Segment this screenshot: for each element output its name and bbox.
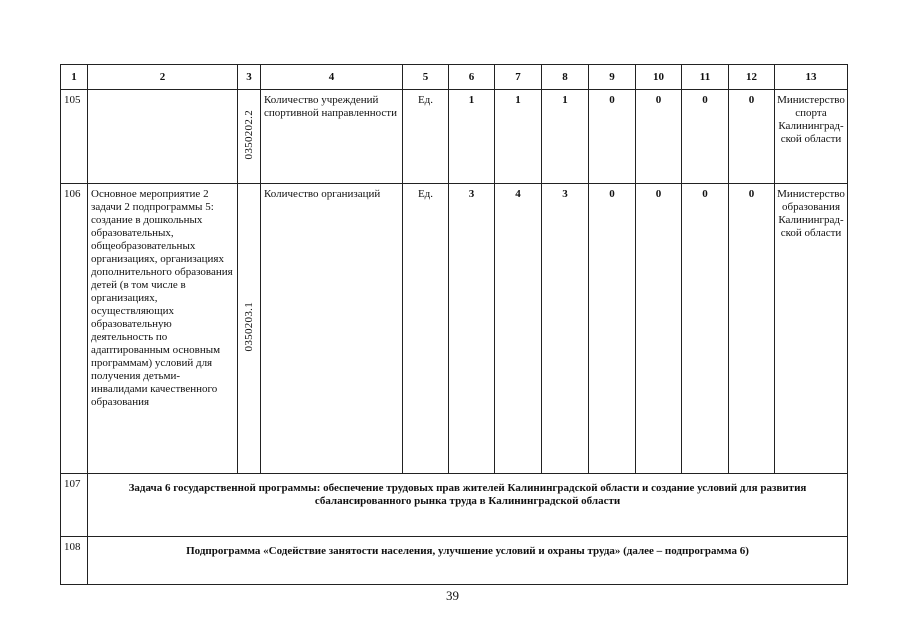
page-number: 39 [446, 588, 459, 603]
row-value: 0 [729, 90, 775, 184]
row-value: 0 [682, 90, 729, 184]
row-value: 3 [542, 184, 589, 474]
row-number: 105 [61, 90, 88, 184]
row-value: 0 [682, 184, 729, 474]
row-unit: Ед. [403, 184, 449, 474]
table-row [61, 90, 848, 184]
row-value: 0 [589, 90, 636, 184]
row-code: 0350203.1 [242, 301, 255, 352]
table-header-row [61, 65, 848, 90]
task-heading: Задача 6 государственной программы: обеспечение трудовых прав жителей Калининградской области и создание условий для развития сбалансированного рынка труда в Калининградской области [88, 474, 848, 537]
header-cell: 3 [238, 65, 261, 90]
header-cell: 1 [61, 65, 88, 90]
row-number: 108 [61, 537, 88, 585]
row-description [88, 90, 238, 184]
header-cell: 6 [449, 65, 495, 90]
indicators-table [60, 64, 848, 585]
row-value: 1 [495, 90, 542, 184]
row-value: 3 [449, 184, 495, 474]
header-cell: 2 [88, 65, 238, 90]
header-cell: 8 [542, 65, 589, 90]
header-cell: 12 [729, 65, 775, 90]
row-value: 0 [729, 184, 775, 474]
row-value: 0 [636, 90, 682, 184]
row-code-cell [238, 184, 261, 474]
header-cell: 5 [403, 65, 449, 90]
header-cell: 4 [261, 65, 403, 90]
row-responsible: Министерство спорта Калининград-ской области [775, 90, 848, 184]
subprogram-heading: Подпрограмма «Содействие занятости населения, улучшение условий и охраны труда» (далее – подпрограмма 6) [88, 537, 848, 585]
row-value: 1 [542, 90, 589, 184]
row-code: 0350202.2 [242, 109, 255, 160]
table-row [61, 184, 848, 474]
row-number: 107 [61, 474, 88, 537]
row-indicator: Количество организаций [261, 184, 403, 474]
row-value: 1 [449, 90, 495, 184]
header-cell: 10 [636, 65, 682, 90]
row-number: 106 [61, 184, 88, 474]
table-row [61, 537, 848, 585]
row-value: 4 [495, 184, 542, 474]
header-cell: 9 [589, 65, 636, 90]
row-value: 0 [636, 184, 682, 474]
row-indicator: Количество учреждений спортивной направленности [261, 90, 403, 184]
row-code-cell [238, 90, 261, 184]
table-row [61, 474, 848, 537]
row-unit: Ед. [403, 90, 449, 184]
row-value: 0 [589, 184, 636, 474]
row-responsible: Министерство образования Калининград-ской области [775, 184, 848, 474]
header-cell: 13 [775, 65, 848, 90]
header-cell: 7 [495, 65, 542, 90]
header-cell: 11 [682, 65, 729, 90]
row-description: Основное мероприятие 2 задачи 2 подпрограммы 5: создание в дошкольных образовательных, общеобразовательных организациях, организациях дополнительного образования детей (в том числе в организациях, осуществляющих образовательную деятельность по адаптированным основным программам) условий для получения детьми-инвалидами качественного образования [88, 184, 238, 474]
